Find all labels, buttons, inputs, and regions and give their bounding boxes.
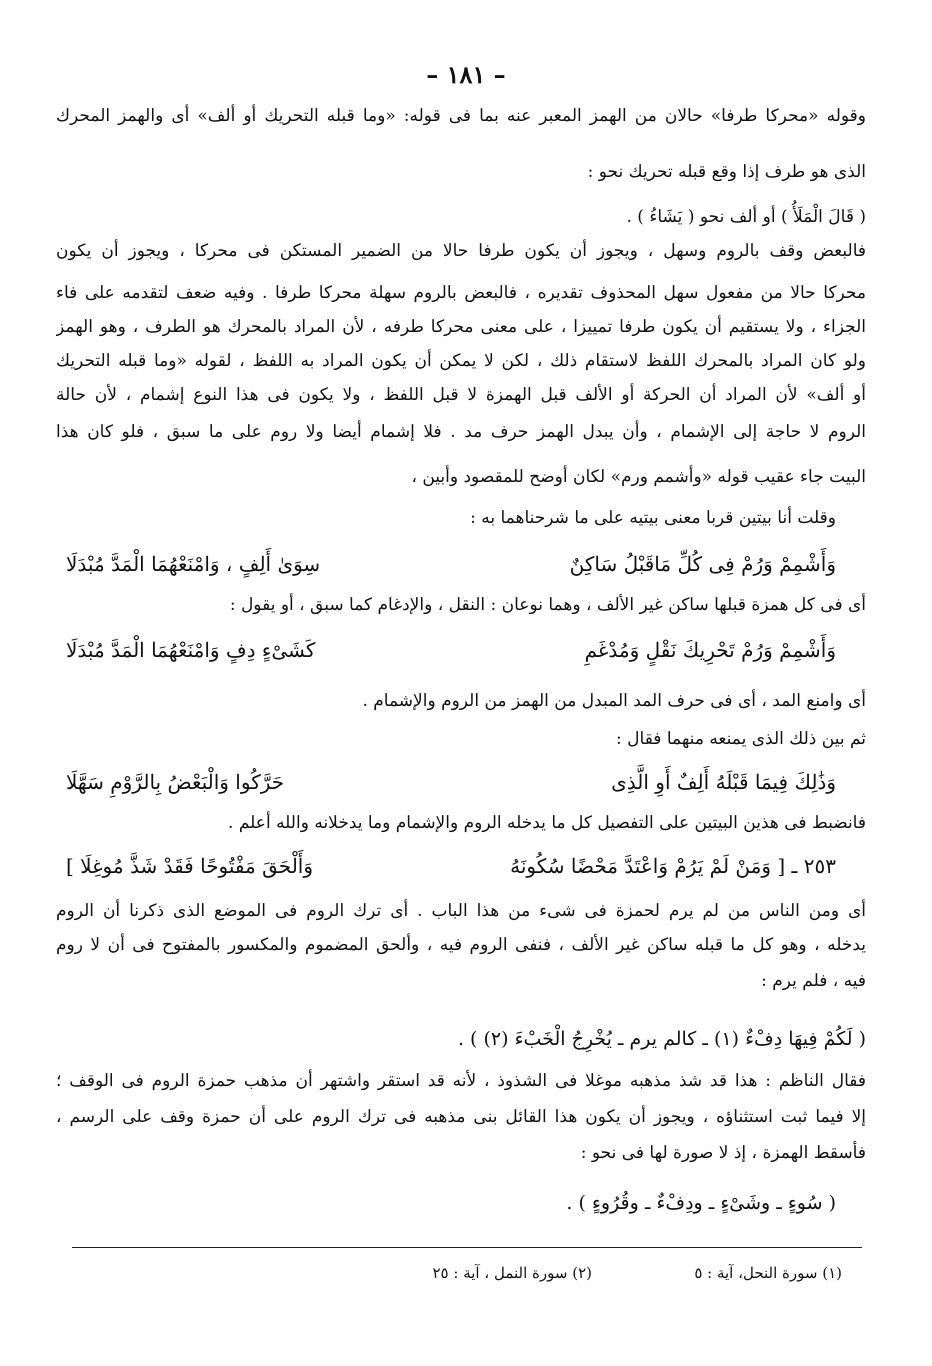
body-line: ( سُوءٍ ـ وشَىْءٍ ـ ودِفْءٌ ـ وقُرُوءٍ ) . [566, 1192, 836, 1214]
verse-first-hemistich: وَأَشْمِمْ وَرُمْ تَحْرِيكَ نَقْلٍ وَمُدْغَمِ [584, 638, 836, 662]
verse-first-hemistich: وَأَشْمِمْ وَرُمْ فِى كُلِّ مَاقَبْلُ سَاكِنٌ [569, 552, 836, 576]
body-line: الذى هو طرف إذا وقع قبله تحريك نحو : [587, 162, 866, 182]
body-line: أى فى كل همزة قبلها ساكن غير الألف ، وهما نوعان : النقل ، والإدغام كما سبق ، أو يقول : [229, 595, 866, 615]
body-line: محركا حالا من مفعول سهل المحذوف تقديره ، فالبعض بالروم سهلة محركا طرفا . وفيه ضعف لتقدمه على فاء [56, 283, 866, 303]
page-number: – ١٨١ – [426, 60, 506, 89]
body-line: الروم لا حاجة إلى الإشمام ، وأن يبدل الهمز حرف مد . فلا إشمام أيضا ولا روم على ما سبق ، فلو كان هذا [56, 422, 866, 442]
verse-second-hemistich: كَشَىْءٍ دِفٍ وَامْنَعْهُمَا الْمَدَّ مُبْدَلَا [66, 638, 316, 662]
body-line: فأسقط الهمزة ، إذ لا صورة لها فى نحو : [580, 1143, 866, 1163]
verse-first-hemistich: ٢٥٣ ـ [ وَمَنْ لَمْ يَرُمْ وَاعْتَدَّ مَحْضًا سُكُونَهُ [510, 854, 836, 878]
verse-first-hemistich: وَذَٰلِكَ فِيمَا قَبْلَهُ أَلِفٌ أَوِ الَّذِى [611, 770, 836, 794]
body-line: فيه ، فلم يرم : [761, 971, 866, 991]
body-line: وقلت أنا بيتين قربا معنى بيتيه على ما شرحناهما به : [470, 508, 836, 528]
verse-second-hemistich: سِوَىٰ أَلِفٍ ، وَامْنَعْهُمَا الْمَدَّ مُبْدَلَا [66, 552, 321, 576]
body-line: يدخله ، وهو كل ما قبله ساكن غير الألف ، فنفى الروم فيه ، وألحق المضموم والمكسور بالمفتوح فى أن لا روم [56, 935, 866, 955]
footnote-divider [72, 1247, 862, 1248]
body-line: إلا فيما ثبت استثناؤه ، ويجوز أن يكون هذا القائل بنى مذهبه فى ترك الروم على أن حمزة وقف على الرسم ، [56, 1107, 866, 1127]
body-line: ( لَكُمْ فِيهَا دِفْءٌ (١) ـ كالم يرم ـ يُخْرِجُ الْخَبْءَ (٢) ) . [457, 1028, 866, 1050]
body-line: أى ومن الناس من لم يرم لحمزة فى شىء من هذا الباب . أى ترك الروم فى الموضع الذى ذكرنا أن الروم [56, 901, 866, 921]
body-line: وقوله «محركا طرفا» حالان من الهمز المعبر عنه بما فى قوله: «وما قبله التحريك أو ألف» أى والهمز المحرك [56, 106, 866, 126]
footnote-1: (١) سورة النحل، آية : ٥ [694, 1264, 842, 1282]
body-line: أى وامنع المد ، أى فى حرف المد المبدل من الهمز من الروم والإشمام . [362, 691, 866, 711]
body-line: فقال الناظم : هذا قد شذ مذهبه موغلا فى الشذوذ ، لأنه قد استقر واشتهر أن مذهب حمزة الروم فى الوقف ؛ [56, 1071, 866, 1091]
footnote-2: (٢) سورة النمل ، آية : ٢٥ [432, 1264, 592, 1282]
body-line: الجزاء ، ولا يستقيم أن يكون طرفا تمييزا ، على معنى محركا طرفه ، لأن المراد بالمحرك هو الطرف ، وهو الهمز [56, 317, 866, 337]
body-line: ولو كان المراد بالمحرك اللفظ لاستقام ذلك ، لكن لا يمكن أن يكون المراد به اللفظ ، لقوله «وما قبله التحريك [56, 351, 866, 371]
body-line: فانضبط فى هذين البيتين على التفصيل كل ما يدخله الروم والإشمام وما يدخلانه والله أعلم . [228, 813, 866, 833]
body-line: ( قَالَ الْمَلَأُ ) أو ألف نحو ( يَشَاءُ ) . [626, 207, 866, 227]
verse-second-hemistich: حَرَّكُوا وَالْبَعْضُ بِالرَّوْمِ سَهَّلَا [66, 770, 285, 794]
body-line: فالبعض وقف بالروم وسهل ، ويجوز أن يكون طرفا حالا من الضمير المستكن فى محركا ، ويجوز أن يكون [56, 241, 866, 261]
verse-second-hemistich: وَأَلْحَقَ مَفْتُوحًا فَقَدْ شَذَّ مُوغِلَا ] [66, 854, 314, 878]
body-line: ثم بين ذلك الذى يمنعه منهما فقال : [616, 729, 866, 749]
body-line: أو ألف» لأن المراد أن الحركة أو الألف قبل الهمزة لا قبل اللفظ ، ولا يكون فى هذا النوع إشمام ، لأن حالة [56, 385, 866, 405]
body-line: البيت جاء عقيب قوله «وأشمم ورم» لكان أوضح للمقصود وأبين ، [411, 467, 866, 487]
